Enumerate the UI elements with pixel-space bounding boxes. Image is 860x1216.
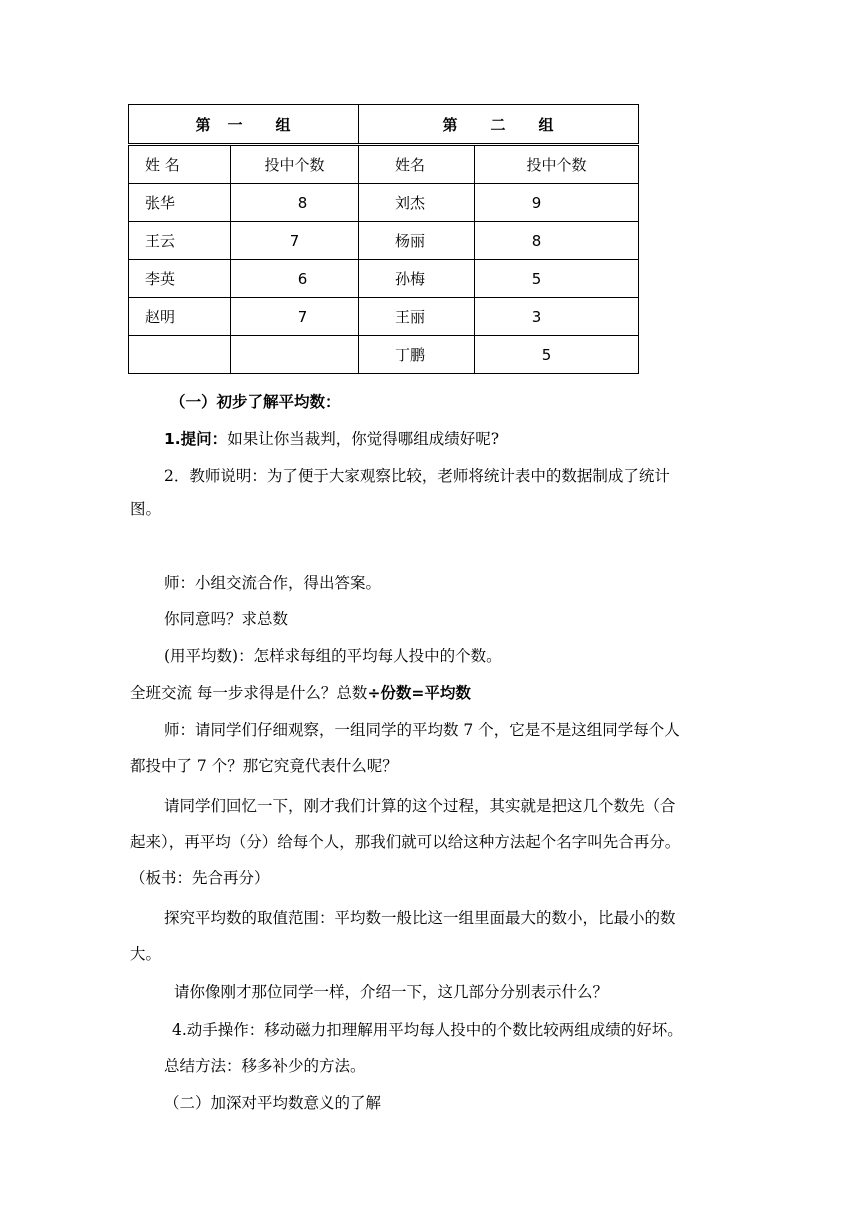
cell: 9 [475,184,639,222]
agree-paragraph: 你同意吗？求总数 [164,610,289,628]
question-1 [164,420,764,458]
teacher-paragraph-1: 师：小组交流合作，得出答案。 [164,574,382,592]
recall-line-1: 请同学们回忆一下，刚才我们计算的这个过程，其实就是把这几个数先（合 [164,797,676,815]
average-formula: ÷份数=平均数 [367,684,471,702]
summary-paragraph: 总结方法：移多补少的方法。 [164,1057,366,1075]
observe-line-2: 都投中了 7 个？那它究竟代表什么呢？ [130,757,398,775]
step-4-paragraph: 4.动手操作：移动磁力扣理解用平均每人投中的个数比较两组成绩的好坏。 [172,1021,683,1039]
recall-line-2: 起来），再平均（分）给每个人，那我们就可以给这种方法起个名字叫先合再分。 [130,833,681,851]
group2-title: 第 二 组 [359,105,639,145]
group-header-row [129,105,639,145]
table-row [129,184,639,222]
cell: 赵明 [129,298,231,336]
range-line-1: 探究平均数的取值范围：平均数一般比这一组里面最大的数小，比最小的数 [164,909,676,927]
score-table [128,104,639,374]
question-1-label: 1.提问： [164,430,228,448]
class-exchange-paragraph [130,674,730,712]
table-row [129,336,639,374]
question-1-text: 如果让你当裁判，你觉得哪组成绩好呢? [227,430,499,448]
cell [129,336,231,374]
cell: 8 [231,184,359,222]
class-exchange-text: 全班交流 每一步求得是什么？总数 [130,684,368,702]
column-header-row [129,145,639,184]
section-2-heading: （二）加深对平均数意义的了解 [164,1094,382,1112]
cell: 丁鹏 [359,336,475,374]
cell [231,336,359,374]
cell: 孙梅 [359,260,475,298]
cell: 张华 [129,184,231,222]
cell: 王丽 [359,298,475,336]
cell: 刘杰 [359,184,475,222]
intro-paragraph: 请你像刚才那位同学一样，介绍一下，这几部分分别表示什么？ [174,983,609,1001]
cell: 杨丽 [359,222,475,260]
header-count-2: 投中个数 [475,145,639,184]
question-2-line-2: 图。 [130,500,162,518]
observe-line-1: 师：请同学们仔细观察，一组同学的平均数 7 个，它是不是这组同学每个人 [164,721,680,739]
section-1-heading: （一）初步了解平均数： [170,393,341,411]
question-2-line-1: 2．教师说明：为了便于大家观察比较，老师将统计表中的数据制成了统计 [164,467,670,485]
group1-title: 第 一 组 [129,105,359,145]
header-name-2: 姓名 [359,145,475,184]
table-row [129,260,639,298]
method-paragraph: (用平均数)：怎样求每组的平均每人投中的个数。 [164,647,502,665]
table-row [129,298,639,336]
cell: 6 [231,260,359,298]
cell: 7 [231,222,359,260]
table-row [129,222,639,260]
header-count-1: 投中个数 [231,145,359,184]
header-name-1: 姓 名 [129,145,231,184]
cell: 7 [231,298,359,336]
cell: 3 [475,298,639,336]
cell: 5 [475,336,639,374]
range-line-2: 大。 [130,945,162,963]
cell: 5 [475,260,639,298]
cell: 李英 [129,260,231,298]
cell: 8 [475,222,639,260]
board-note: （板书：先合再分） [130,869,270,887]
cell: 王云 [129,222,231,260]
